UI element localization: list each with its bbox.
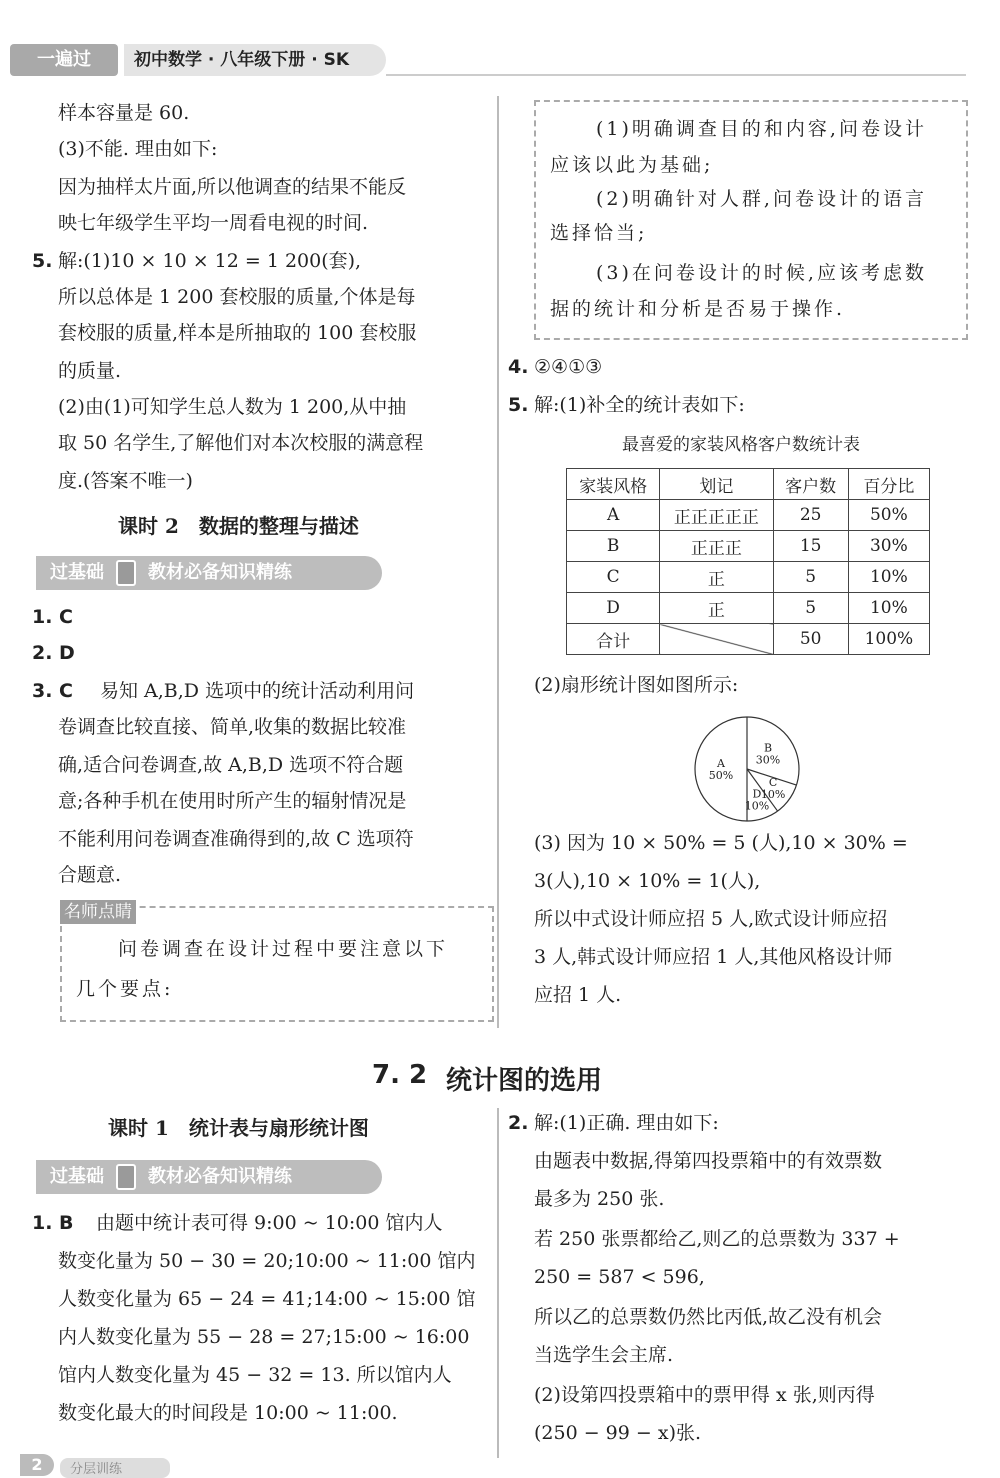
table-row <box>567 593 930 624</box>
section-banner <box>36 1160 382 1194</box>
table-total-row <box>567 624 930 655</box>
table-cell: 正正正 <box>660 531 773 562</box>
text-line: 解:(1)补全的统计表如下: <box>534 394 745 416</box>
book-icon <box>116 560 136 586</box>
pie-percent-c: 10% <box>760 787 786 801</box>
pie-label-d: D <box>752 787 762 801</box>
text-line: 应招 1 人. <box>534 984 622 1006</box>
brand-logo: 一遍过 <box>10 44 118 76</box>
text-line: 250 = 587 < 596, <box>534 1266 705 1288</box>
table-cell: C <box>567 562 660 593</box>
table-cell: 5 <box>773 562 848 593</box>
stats-table <box>566 468 930 655</box>
text-line: 馆内人数变化量为 45 − 32 = 13. 所以馆内人 <box>58 1364 452 1386</box>
table-cell: D <box>567 593 660 624</box>
text-line: 由题中统计表可得 9:00 ~ 10:00 馆内人 <box>96 1212 443 1234</box>
table-cell: 正 <box>660 562 773 593</box>
text-line: 映七年级学生平均一周看电视的时间. <box>58 212 369 234</box>
table-header: 客户数 <box>773 469 848 500</box>
question-number: 1. B <box>32 1212 74 1234</box>
table-header-row <box>567 469 930 500</box>
table-cell: 10% <box>848 562 929 593</box>
section-banner <box>36 556 382 590</box>
footer-tag <box>60 1458 170 1478</box>
text-line: 所以中式设计师应招 5 人,欧式设计师应招 <box>534 908 888 930</box>
text-line: 所以乙的总票数仍然比丙低,故乙没有机会 <box>534 1306 883 1328</box>
text-line: 的质量. <box>58 360 122 382</box>
text-line: 人数变化量为 65 − 24 = 41;14:00 ~ 15:00 馆 <box>58 1288 476 1310</box>
table-cell: 25 <box>773 500 848 531</box>
text-line: 合题意. <box>58 864 122 886</box>
table-cell: 50% <box>848 500 929 531</box>
footer-tag-label: 分层训练 <box>70 1462 123 1477</box>
table-cell: 100% <box>848 624 929 655</box>
pie-label-b: B <box>763 741 773 755</box>
text-line: 数变化最大的时间段是 10:00 ~ 11:00. <box>58 1402 398 1424</box>
answer: 1. C <box>32 606 73 628</box>
table-cell: 正正正正正 <box>660 500 773 531</box>
banner-left-label: 过基础 <box>50 562 104 583</box>
banner-left-label: 过基础 <box>50 1166 104 1187</box>
text-line: (2)设第四投票箱中的票甲得 x 张,则丙得 <box>534 1384 875 1406</box>
text-line: 几个要点: <box>76 978 174 1000</box>
text-line: 若 250 张票都给乙,则乙的总票数为 337 + <box>534 1228 900 1250</box>
book-icon <box>116 1164 136 1190</box>
banner-right-label: 教材必备知识精练 <box>148 1166 292 1187</box>
table-cell-diagonal <box>660 624 773 655</box>
table-cell: 10% <box>848 593 929 624</box>
table-cell: 正 <box>660 593 773 624</box>
text-line: 意;各种手机在使用时所产生的辐射情况是 <box>58 790 407 812</box>
table-cell: 合计 <box>567 624 660 655</box>
text-line: 当选学生会主席. <box>534 1344 674 1366</box>
question-number: 5. <box>508 394 529 416</box>
banner-right-label: 教材必备知识精练 <box>148 562 292 583</box>
text-line: 解:(1)10 × 10 × 12 = 1 200(套), <box>58 250 362 272</box>
text-line: 确,适合问卷调查,故 A,B,D 选项不符合题 <box>58 754 404 776</box>
answer-text: ②④①③ <box>534 356 603 378</box>
section-title: 统计图的选用 <box>446 1066 603 1096</box>
text-line: 应该以此为基础; <box>550 154 714 176</box>
table-cell: 5 <box>773 593 848 624</box>
text-line: 最多为 250 张. <box>534 1188 665 1210</box>
text-line: 套校服的质量,样本是所抽取的 100 套校服 <box>58 322 417 344</box>
text-line: 3 人,韩式设计师应招 1 人,其他风格设计师 <box>534 946 893 968</box>
table-header: 家装风格 <box>567 469 660 500</box>
tip-label: 名师点睛 <box>60 900 136 924</box>
table-cell: A <box>567 500 660 531</box>
table-row <box>567 531 930 562</box>
table-title: 最喜爱的家装风格客户数统计表 <box>622 435 860 455</box>
pie-percent-d: 10% <box>744 799 770 813</box>
question-number: 3. C <box>32 680 73 702</box>
book-title: 初中数学 · 八年级下册 · SK <box>124 44 386 76</box>
text-line: 内人数变化量为 55 − 28 = 27;15:00 ~ 16:00 <box>58 1326 470 1348</box>
text-line: 样本容量是 60. <box>58 102 190 124</box>
header-divider <box>386 74 966 76</box>
answer: 2. D <box>32 642 75 664</box>
table-header: 划记 <box>660 469 773 500</box>
text-line: (1)明确调查目的和内容,问卷设计 <box>596 118 927 140</box>
text-line: 因为抽样太片面,所以他调查的结果不能反 <box>58 176 407 198</box>
table-cell: 50 <box>773 624 848 655</box>
table-row <box>567 500 930 531</box>
question-number: 4. <box>508 356 529 378</box>
table-cell: 15 <box>773 531 848 562</box>
question-number: 2. <box>508 1112 529 1134</box>
page-number: 2 <box>20 1454 54 1476</box>
pie-label-a: A <box>717 757 725 770</box>
lesson-title: 课时 2 数据的整理与描述 <box>118 514 359 538</box>
column-divider-top <box>497 96 499 1028</box>
pie-percent-b: 30% <box>755 753 781 767</box>
text-line: (3)不能. 理由如下: <box>58 138 218 160</box>
text-line: 所以总体是 1 200 套校服的质量,个体是每 <box>58 286 416 308</box>
text-line: (250 − 99 − x)张. <box>534 1422 702 1444</box>
text-line: 3(人),10 × 10% = 1(人), <box>534 870 761 892</box>
text-line: (2)扇形统计图如图所示: <box>534 674 739 696</box>
text-line: 数变化量为 50 − 30 = 20;10:00 ~ 11:00 馆内 <box>58 1250 476 1272</box>
lesson-title: 课时 1 统计表与扇形统计图 <box>108 1116 369 1140</box>
text-line: 不能利用问卷调查准确得到的,故 C 选项符 <box>58 828 414 850</box>
table-cell: B <box>567 531 660 562</box>
text-line: 易知 A,B,D 选项中的统计活动利用问 <box>100 680 415 702</box>
text-line: 据的统计和分析是否易于操作. <box>550 298 846 320</box>
text-line: (3) 因为 10 × 50% = 5 (人),10 × 30% = <box>534 832 908 854</box>
table-cell: 30% <box>848 531 929 562</box>
pie-label-c: C <box>768 775 778 789</box>
text-line: 度.(答案不唯一) <box>58 470 193 492</box>
text-line: 由题表中数据,得第四投票箱中的有效票数 <box>534 1150 883 1172</box>
pie-chart <box>692 714 802 824</box>
text-line: 问卷调查在设计过程中要注意以下 <box>118 938 449 960</box>
table-row <box>567 562 930 593</box>
pie-percent-a: 50% <box>708 769 734 782</box>
text-line: (2)明确针对人群,问卷设计的语言 <box>596 188 927 210</box>
question-number: 5. <box>32 250 53 272</box>
text-line: 卷调查比较直接、简单,收集的数据比较准 <box>58 716 407 738</box>
section-number: 7. 2 <box>372 1060 428 1090</box>
text-line: (3)在问卷设计的时候,应该考虑数 <box>596 262 927 284</box>
text-line: 选择恰当; <box>550 222 648 244</box>
column-divider-bottom <box>497 1108 499 1458</box>
text-line: 解:(1)正确. 理由如下: <box>534 1112 719 1134</box>
text-line: (2)由(1)可知学生总人数为 1 200,从中抽 <box>58 396 407 418</box>
text-line: 取 50 名学生,了解他们对本次校服的满意程 <box>58 432 424 454</box>
table-header: 百分比 <box>848 469 929 500</box>
